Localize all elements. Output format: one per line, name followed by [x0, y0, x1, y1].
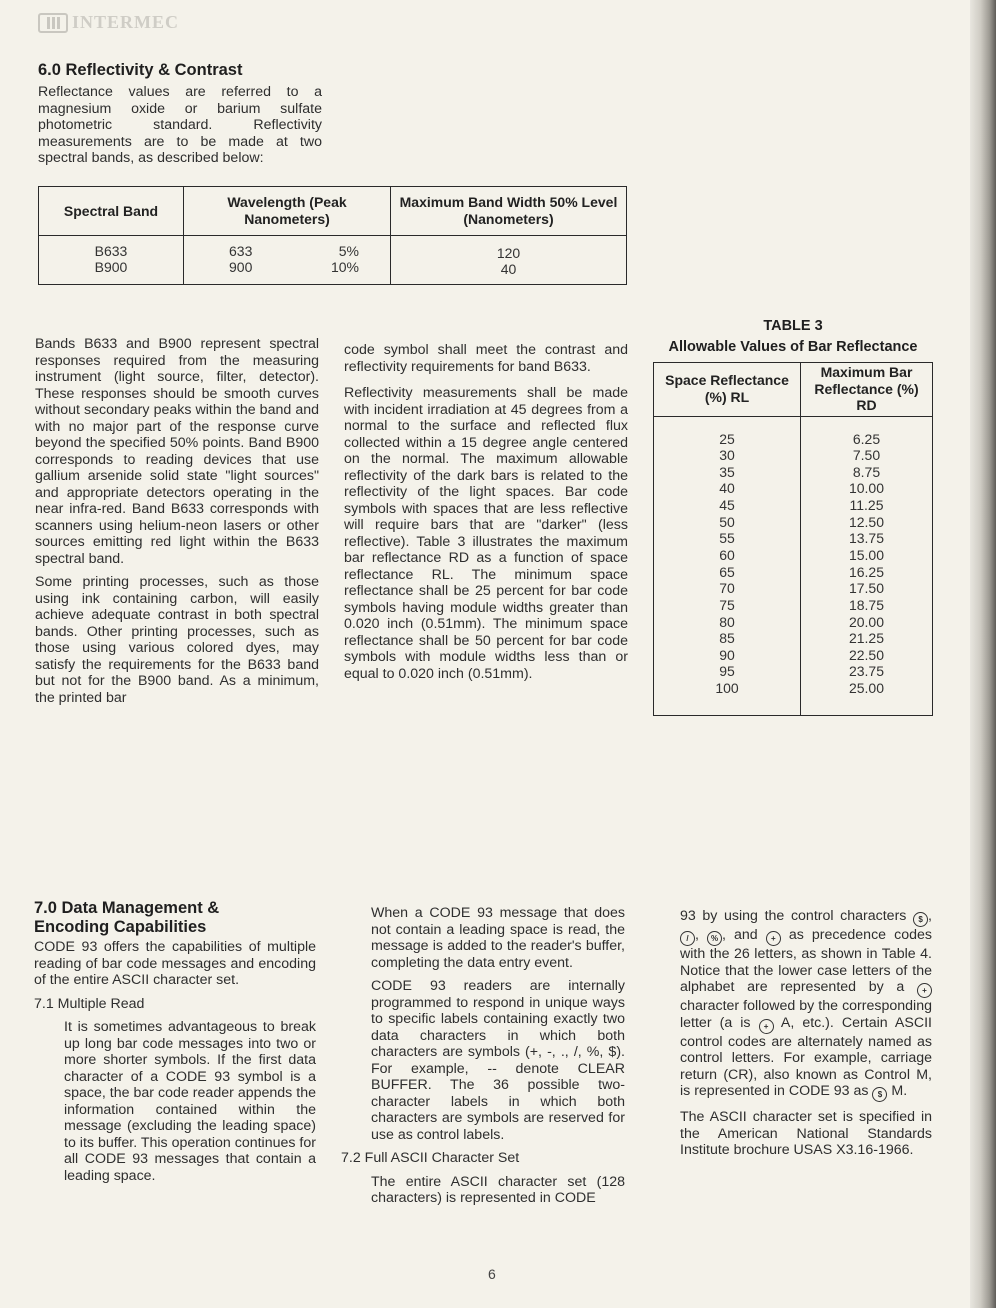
plus-symbol-icon: +	[759, 1019, 774, 1034]
bar-value: 12.50	[848, 513, 885, 530]
band-cell: B633 B900	[39, 236, 184, 285]
space-value: 50	[719, 513, 735, 530]
header-wavelength: Wavelength (Peak Nanometers)	[184, 187, 391, 236]
subsection-7-1-heading: 7.1 Multiple Read	[34, 995, 145, 1012]
bar-value: 23.75	[848, 663, 885, 680]
bar-value: 6.25	[852, 430, 881, 447]
bar-value: 8.75	[852, 463, 881, 480]
section-7-column-3	[680, 908, 932, 1166]
bar-value: 18.75	[848, 596, 885, 613]
section-6-intro	[38, 84, 322, 174]
space-value: 60	[719, 546, 735, 563]
bar-value: 7.50	[852, 447, 881, 464]
header-spectral-band: Spectral Band	[39, 187, 184, 236]
column-1-text	[35, 336, 319, 713]
subsection-7-2-heading: 7.2 Full ASCII Character Set	[341, 1150, 520, 1166]
table-3-caption: Allowable Values of Bar Reflectance	[668, 339, 918, 355]
intermec-logo	[38, 12, 179, 33]
space-value: 40	[719, 480, 735, 497]
plus-symbol-icon: +	[917, 983, 932, 998]
bar-value: 21.25	[848, 630, 885, 647]
reflectance-table	[653, 362, 933, 716]
space-value: 80	[719, 613, 735, 630]
space-value: 75	[719, 596, 735, 613]
logo-text: INTERMEC	[72, 12, 180, 32]
bar-value: 25.00	[848, 680, 885, 697]
space-value: 25	[719, 430, 735, 447]
space-value: 45	[719, 497, 735, 514]
space-value: 100	[715, 680, 739, 697]
column-2-text	[344, 342, 628, 689]
percent-symbol-icon: %	[707, 931, 722, 946]
band-width-cell: 120 40	[391, 236, 627, 285]
header-max-bar-reflectance: Maximum Bar Reflectance (%) RD	[801, 363, 933, 417]
dollar-symbol-icon: $	[872, 1087, 887, 1102]
paragraph: Some printing processes, such as those using ink containing carbon, will easily achieve adequate contrast in both spectral bands. Other printing processes, such as those using various colored dyes, may satisfy the requirements for the B633 band but not for the B900 band. As a minimum, the printed bar	[35, 574, 319, 706]
space-value: 70	[719, 580, 735, 597]
space-value: 85	[719, 630, 735, 647]
bar-value: 22.50	[848, 646, 885, 663]
space-value: 90	[719, 646, 735, 663]
paragraph: CODE 93 readers are internally programmed to respond in unique ways to specific labels containing exactly two data characters in which both characters are symbols (+, -, ., /, %, $). For example, -- denote CLEAR BUFFER. The 36 possible two-character labels in which both characters are symbols are reserved for use as control labels.	[371, 978, 625, 1143]
space-value: 65	[719, 563, 735, 580]
bar-value: 16.25	[848, 563, 885, 580]
page-edge-shadow	[970, 0, 996, 1308]
space-value: 95	[719, 663, 735, 680]
table-3-label: TABLE 3	[763, 318, 823, 334]
table-header-row	[39, 187, 627, 236]
wavelength-cell: 633 5% 900 10%	[184, 236, 391, 285]
bar-value: 15.00	[848, 546, 885, 563]
space-value: 30	[719, 447, 735, 464]
section-7-column-2	[341, 905, 625, 1214]
paragraph: Reflectivity measurements shall be made with incident irradiation at 45 degrees from a normal to the surface and reflected flux collected within a 15 degree angle centered on the normal. The maximum allowable reflectivity of the dark bars is related to the reflectivity of the light spaces. Bar code symbols with spaces that are less reflective will require bars that are "darker" (less reflective). Table 3 illustrates the maximum bar reflectance RD as a function of space reflectance RL. The minimum space reflectance shall be 25 percent for bar code symbols having module widths greater than 0.020 inch (0.51mm). The minimum space reflectance shall be 50 percent for bar code symbols with module widths less than or equal to 0.020 inch (0.51mm).	[344, 385, 628, 682]
bar-value: 17.50	[848, 580, 885, 597]
paragraph: Bands B633 and B900 represent spectral responses required from the measuring instrument (light source, filter, detector). These responses should be smooth curves without secondary peaks within the band and with no major part of the response curve beyond the specified 50% points. Band B900 corresponds to reading devices that use gallium arsenide solid state "light sources" and appropriate detectors operating in the near infra-red. Band B633 corresponds with scanners using helium-neon lasers or other sources emitting red light within the B633 spectral band.	[35, 336, 319, 567]
bar-value: 20.00	[848, 613, 885, 630]
bar-value: 11.25	[849, 497, 884, 514]
plus-symbol-icon: +	[766, 931, 781, 946]
logo-mark-icon	[38, 13, 68, 33]
intro-paragraph: Reflectance values are referred to a magnesium oxide or barium sulfate photometric standard. Reflectivity measurements are to be made at two spectral bands, as described below:	[38, 84, 322, 166]
paragraph: 93 by using the control characters $ , / , % , and + as precedence codes with the 26 letters, as shown in Table 4. Notice that the lower case letters of the alphabet are represented by a + character followed by the corresponding letter (a is + A, etc.). Certain ASCII control codes are alternately named as control letters. For example, carriage return (CR), also known as Control M, is represented in CODE 93 as $ M.	[680, 908, 932, 1102]
spectral-band-table	[38, 186, 627, 285]
slash-symbol-icon: /	[680, 931, 695, 946]
bar-value: 13.75	[848, 530, 885, 547]
paragraph: It is sometimes advantageous to break up long bar code messages into two or more shorter symbols. If the first data character of a CODE 93 symbol is a space, the bar code reader appends the information contained within the message (excluding the leading space) to its buffer. This operation continues for all CODE 93 messages that contain a leading space.	[64, 1019, 316, 1184]
paragraph: The entire ASCII character set (128 characters) is represented in CODE	[371, 1173, 625, 1206]
page-number: 6	[488, 1266, 496, 1282]
header-space-reflectance: Space Reflectance (%) RL	[654, 363, 801, 417]
section-7-heading: 7.0 Data Management & Encoding Capabilities	[34, 899, 220, 936]
space-value: 35	[719, 463, 735, 480]
space-value: 55	[719, 530, 735, 547]
paragraph: When a CODE 93 message that does not contain a leading space is read, the message is added to the reader's buffer, completing the data entry event.	[371, 905, 625, 971]
table-body-row	[654, 416, 933, 715]
paragraph: CODE 93 offers the capabilities of multiple reading of bar code messages and encoding of the entire ASCII character set.	[34, 939, 316, 988]
section-6-heading: 6.0 Reflectivity & Contrast	[38, 61, 243, 79]
dollar-symbol-icon: $	[913, 912, 928, 927]
paragraph: The ASCII character set is specified in the American National Standards Institute brochure USAS X3.16-1966.	[680, 1109, 932, 1158]
bar-value: 10.00	[848, 480, 885, 497]
table-row	[39, 236, 627, 285]
section-7-column-1	[34, 939, 316, 1191]
space-reflectance-column	[654, 416, 801, 715]
bar-reflectance-column	[801, 416, 933, 715]
header-max-band-width: Maximum Band Width 50% Level (Nanometers)	[391, 187, 627, 236]
paragraph: code symbol shall meet the contrast and reflectivity requirements for band B633.	[344, 342, 628, 375]
table-3-title	[653, 316, 933, 358]
table-header-row	[654, 363, 933, 417]
